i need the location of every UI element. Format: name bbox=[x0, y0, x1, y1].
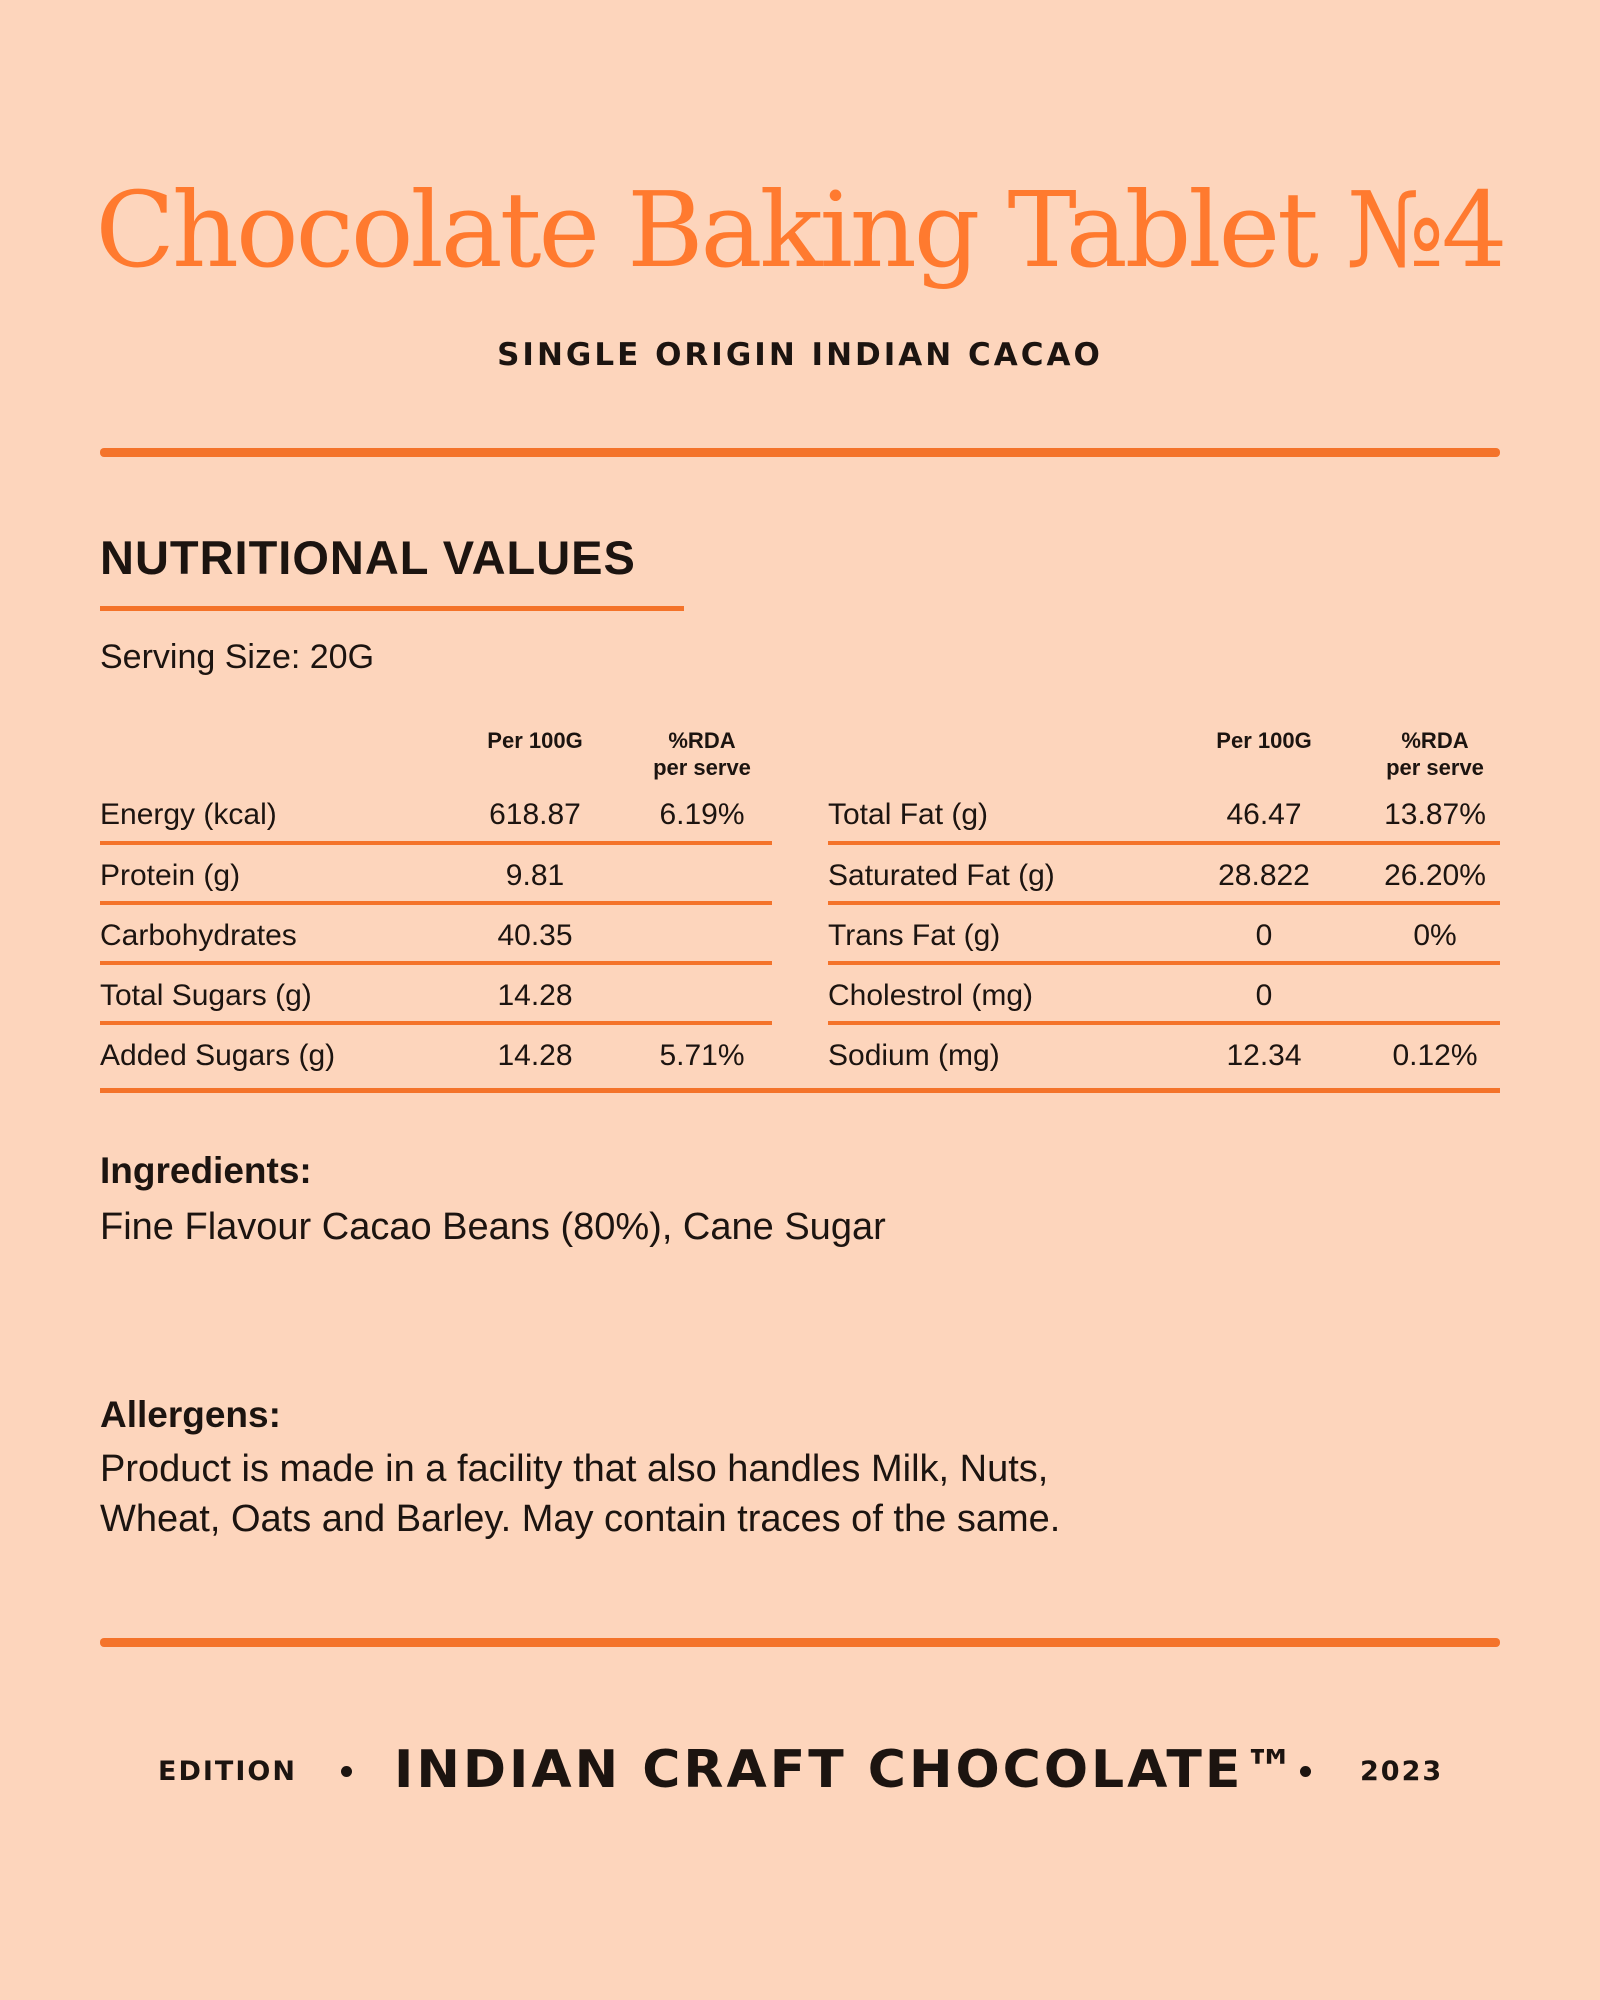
allergens-line-2: Wheat, Oats and Barley. May contain traces of the same. bbox=[100, 1498, 1061, 1540]
row-per100: 12.34 bbox=[1226, 1039, 1302, 1072]
footer-year: 2023 bbox=[1360, 1756, 1444, 1787]
row-divider bbox=[100, 1021, 772, 1025]
row-label: Energy (kcal) bbox=[100, 798, 277, 831]
left-col-per100-header: Per 100G bbox=[487, 728, 583, 753]
row-divider bbox=[828, 841, 1500, 845]
product-subtitle: SINGLE ORIGIN INDIAN CACAO bbox=[497, 337, 1103, 373]
serving-size: Serving Size: 20G bbox=[100, 638, 375, 676]
rda-header-line1: %RDA bbox=[668, 728, 736, 753]
product-title: Chocolate Baking Tablet №4 bbox=[95, 169, 1505, 291]
row-rda: 6.19% bbox=[659, 798, 745, 831]
ingredients-text: Fine Flavour Cacao Beans (80%), Cane Sugar bbox=[100, 1206, 886, 1248]
row-label: Added Sugars (g) bbox=[100, 1039, 336, 1072]
row-divider bbox=[100, 901, 772, 905]
row-per100: 0 bbox=[1255, 979, 1273, 1012]
right-col-per100-header: Per 100G bbox=[1216, 728, 1312, 753]
row-divider bbox=[828, 1021, 1500, 1025]
row-per100: 40.35 bbox=[497, 919, 573, 952]
nutrition-heading: NUTRITIONAL VALUES bbox=[100, 531, 636, 584]
row-per100: 46.47 bbox=[1226, 798, 1302, 831]
right-col-rda-header bbox=[1355, 727, 1515, 781]
footer-dot-right bbox=[1300, 1766, 1311, 1777]
row-label: Carbohydrates bbox=[100, 919, 297, 952]
footer-edition: EDITION bbox=[158, 1756, 297, 1787]
bottom-divider bbox=[100, 1638, 1500, 1647]
row-rda: 0% bbox=[1413, 919, 1457, 952]
row-divider bbox=[100, 961, 772, 965]
row-label: Trans Fat (g) bbox=[828, 919, 1001, 952]
ingredients-label: Ingredients: bbox=[100, 1150, 312, 1191]
row-label: Protein (g) bbox=[100, 859, 241, 892]
row-per100: 9.81 bbox=[505, 859, 565, 892]
table-bottom-divider bbox=[100, 1088, 1500, 1093]
footer-brand: INDIAN CRAFT CHOCOLATE™ bbox=[394, 1740, 1299, 1800]
row-label: Saturated Fat (g) bbox=[828, 859, 1055, 892]
row-per100: 618.87 bbox=[489, 798, 581, 831]
row-rda: 13.87% bbox=[1384, 798, 1486, 831]
row-divider bbox=[100, 841, 772, 845]
row-divider bbox=[828, 961, 1500, 965]
row-label: Total Fat (g) bbox=[828, 798, 989, 831]
top-divider bbox=[100, 448, 1500, 457]
allergens-label: Allergens: bbox=[100, 1394, 281, 1435]
row-per100: 0 bbox=[1255, 919, 1273, 952]
row-per100: 14.28 bbox=[497, 979, 573, 1012]
rda-header-line1: %RDA bbox=[1401, 728, 1469, 753]
left-col-rda-header bbox=[622, 727, 782, 781]
rda-header-line2: per serve bbox=[1386, 755, 1484, 780]
row-divider bbox=[828, 901, 1500, 905]
row-label: Sodium (mg) bbox=[828, 1039, 1000, 1072]
row-per100: 14.28 bbox=[497, 1039, 573, 1072]
row-label: Total Sugars (g) bbox=[100, 979, 312, 1012]
nutrition-heading-underline bbox=[100, 606, 684, 611]
rda-header-line2: per serve bbox=[653, 755, 751, 780]
row-label: Cholestrol (mg) bbox=[828, 979, 1034, 1012]
row-rda: 0.12% bbox=[1392, 1039, 1478, 1072]
row-rda: 26.20% bbox=[1384, 859, 1486, 892]
allergens-text bbox=[100, 1444, 1060, 1544]
row-per100: 28.822 bbox=[1218, 859, 1310, 892]
row-rda: 5.71% bbox=[659, 1039, 745, 1072]
footer-dot-left bbox=[341, 1766, 352, 1777]
allergens-line-1: Product is made in a facility that also handles Milk, Nuts, bbox=[100, 1448, 1049, 1490]
